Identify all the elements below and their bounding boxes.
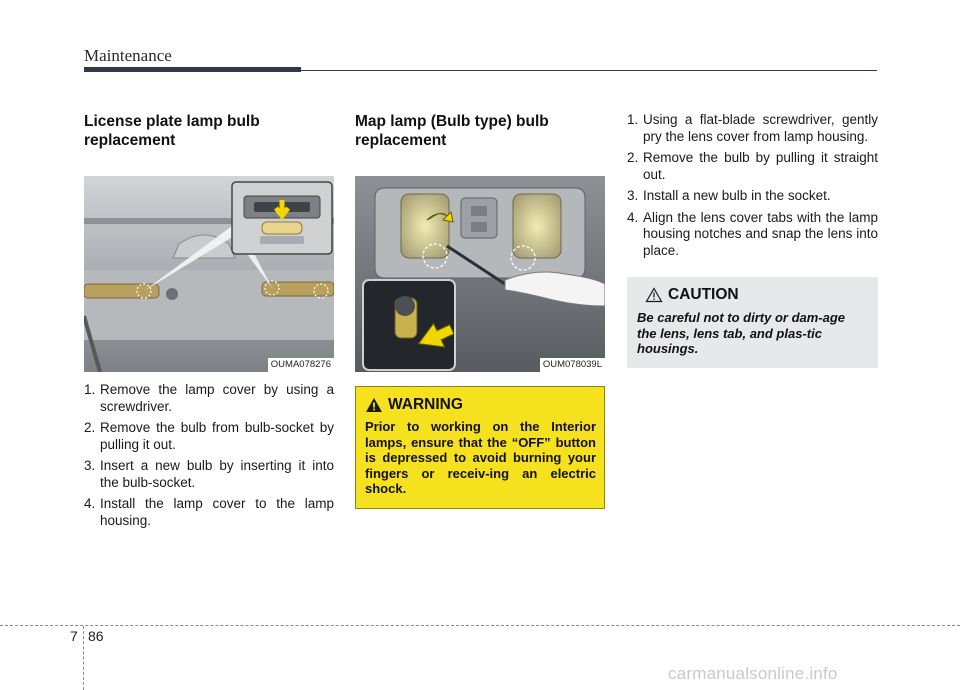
watermark: carmanualsonline.info (668, 664, 838, 683)
list-item: 1. Remove the lamp cover by using a screwdriver. (84, 382, 334, 414)
license-plate-lamp-picture (84, 176, 334, 372)
warning-box (355, 386, 605, 509)
warning-triangle-icon (365, 397, 383, 413)
list-item: 4. Align the lens cover tabs with the lamp housing notches and snap the lens into place. (627, 209, 878, 258)
chapter-number: 7 (70, 628, 78, 644)
list-item: 1. Using a flat-blade screwdriver, gently pry the lens cover from lamp housing. (627, 112, 878, 144)
license-plate-lamp-illustration (84, 176, 334, 372)
header-bar (84, 67, 301, 72)
figure-code: OUM078039L (540, 358, 605, 372)
figure-code: OUMA078276 (268, 358, 334, 372)
map-lamp-steps (627, 112, 878, 259)
footer-divider (83, 626, 84, 690)
page-header-title: Maintenance (84, 46, 172, 65)
list-item: 3. Install a new bulb in the socket. (627, 188, 831, 203)
warning-heading: WARNING (365, 395, 596, 415)
license-plate-title: License plate lamp bulb replacement (84, 113, 260, 149)
page-number: 86 (88, 628, 104, 644)
caution-heading: CAUTION (637, 285, 868, 305)
map-lamp-title: Map lamp (Bulb type) bulb replacement (355, 113, 549, 149)
list-item: 4. Install the lamp cover to the lamp housing. (84, 496, 334, 528)
list-item: 2. Remove the bulb by pulling it straight out. (627, 150, 878, 182)
caution-text: Be careful not to dirty or dam-age the lens, lens tab, and plas-tic housings. (637, 310, 846, 356)
map-lamp-section (355, 112, 605, 509)
license-plate-section (84, 112, 334, 534)
header-rule (301, 70, 877, 71)
caution-box (627, 277, 878, 368)
map-lamp-steps-section (627, 112, 878, 368)
map-lamp-picture (355, 176, 605, 372)
list-item: 2. Remove the bulb from bulb-socket by pulling it out. (84, 420, 334, 452)
map-lamp-illustration (355, 176, 605, 372)
license-plate-steps (84, 382, 334, 529)
caution-triangle-icon (645, 287, 663, 303)
warning-text: Prior to working on the Interior lamps, ensure that the “OFF” button is depressed to avoid burning your fingers or receiv-ing an electric shock. (365, 419, 596, 496)
list-item: 3. Insert a new bulb by inserting it into the bulb-socket. (84, 458, 334, 490)
footer-rule (0, 625, 960, 626)
